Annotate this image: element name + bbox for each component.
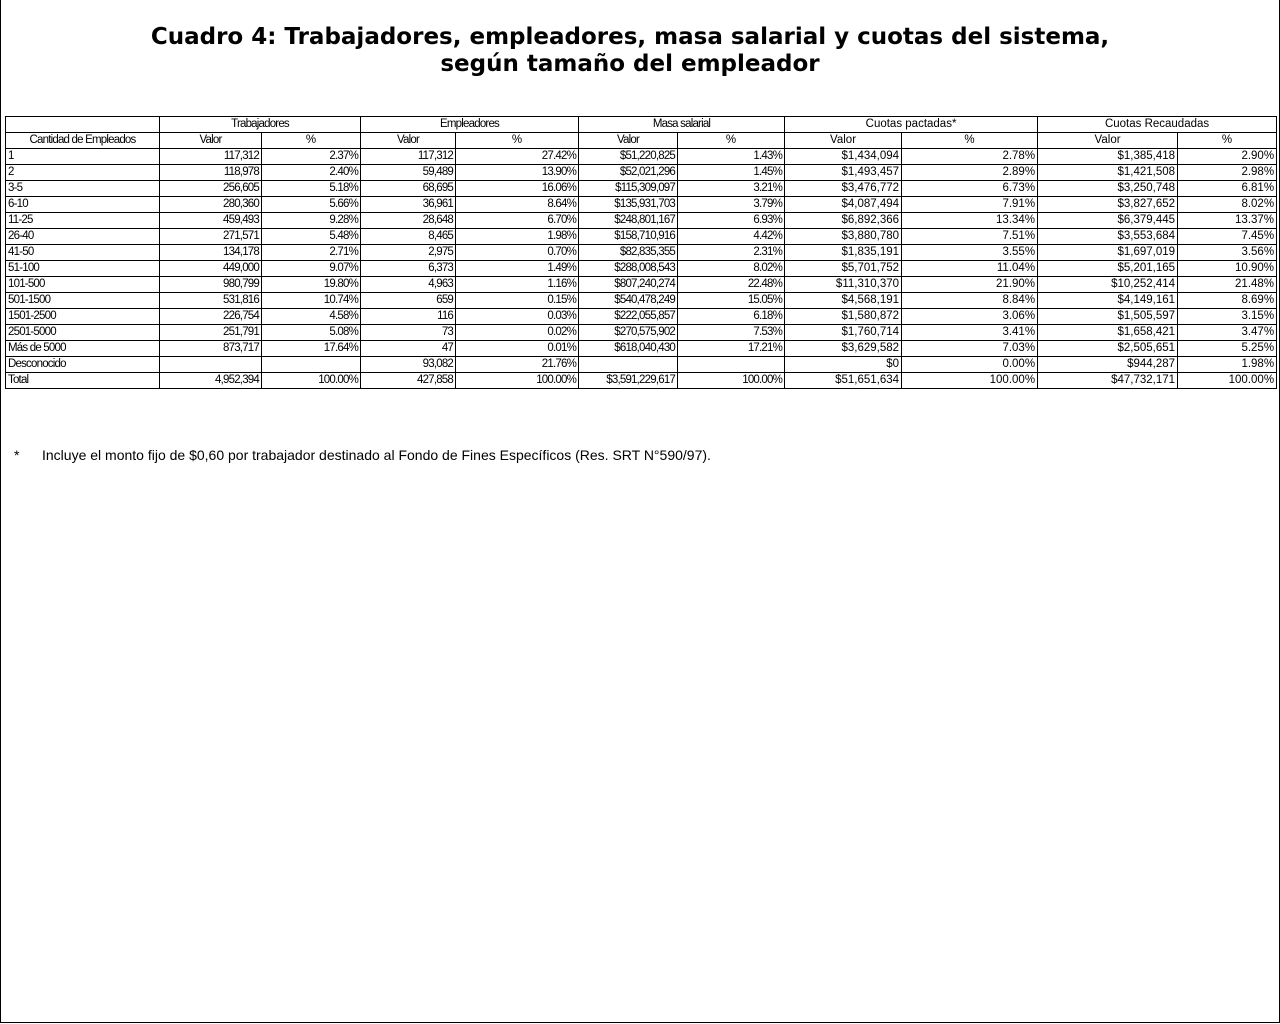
cell-pct bbox=[262, 357, 361, 373]
cell-pct: 16.06% bbox=[456, 181, 579, 197]
table-row bbox=[6, 165, 1277, 181]
cell-valor: $3,476,772 bbox=[785, 181, 902, 197]
row-label: 2501-5000 bbox=[6, 325, 160, 341]
cell-pct bbox=[678, 357, 785, 373]
cell-pct: 100.00% bbox=[1178, 373, 1277, 389]
cell-pct: 27.42% bbox=[456, 149, 579, 165]
cell-valor: $1,421,508 bbox=[1038, 165, 1178, 181]
cell-pct: 100.00% bbox=[262, 373, 361, 389]
cell-pct: 8.02% bbox=[678, 261, 785, 277]
cell-pct: 6.81% bbox=[1178, 181, 1277, 197]
table-row bbox=[6, 373, 1277, 389]
cell-pct: 21.90% bbox=[902, 277, 1038, 293]
cell-pct: 3.41% bbox=[902, 325, 1038, 341]
cell-pct: 3.47% bbox=[1178, 325, 1277, 341]
cell-valor: $1,434,094 bbox=[785, 149, 902, 165]
cell-pct: 13.90% bbox=[456, 165, 579, 181]
cell-pct: 1.98% bbox=[456, 229, 579, 245]
cell-pct: 7.45% bbox=[1178, 229, 1277, 245]
cell-valor: 73 bbox=[361, 325, 456, 341]
header-pct: % bbox=[1178, 133, 1277, 149]
cell-pct: 1.45% bbox=[678, 165, 785, 181]
cell-pct: 13.37% bbox=[1178, 213, 1277, 229]
table-row bbox=[6, 309, 1277, 325]
cell-valor: $82,835,355 bbox=[579, 245, 678, 261]
group-masa-salarial: Masa salarial bbox=[579, 117, 785, 133]
cell-pct: 2.89% bbox=[902, 165, 1038, 181]
cell-valor: $158,710,916 bbox=[579, 229, 678, 245]
cell-valor: 4,963 bbox=[361, 277, 456, 293]
cell-pct: 0.00% bbox=[902, 357, 1038, 373]
cell-pct: 3.15% bbox=[1178, 309, 1277, 325]
cell-pct: 9.07% bbox=[262, 261, 361, 277]
row-label: 1501-2500 bbox=[6, 309, 160, 325]
cell-valor: $0 bbox=[785, 357, 902, 373]
row-label: 3-5 bbox=[6, 181, 160, 197]
cell-pct: 2.90% bbox=[1178, 149, 1277, 165]
table-row bbox=[6, 341, 1277, 357]
row-label: Desconocido bbox=[6, 357, 160, 373]
cell-valor: $2,505,651 bbox=[1038, 341, 1178, 357]
cell-valor: $10,252,414 bbox=[1038, 277, 1178, 293]
cell-pct: 6.93% bbox=[678, 213, 785, 229]
cell-pct: 0.01% bbox=[456, 341, 579, 357]
header-valor: Valor bbox=[160, 133, 262, 149]
cell-pct: 0.70% bbox=[456, 245, 579, 261]
cell-pct: 100.00% bbox=[678, 373, 785, 389]
header-valor: Valor bbox=[579, 133, 678, 149]
cell-pct: 7.03% bbox=[902, 341, 1038, 357]
cell-valor bbox=[579, 357, 678, 373]
cell-pct: 11.04% bbox=[902, 261, 1038, 277]
cell-pct: 2.98% bbox=[1178, 165, 1277, 181]
cell-pct: 21.48% bbox=[1178, 277, 1277, 293]
cell-pct: 10.74% bbox=[262, 293, 361, 309]
cell-pct: 1.43% bbox=[678, 149, 785, 165]
cell-valor: $288,008,543 bbox=[579, 261, 678, 277]
cell-valor: 873,717 bbox=[160, 341, 262, 357]
cell-valor: $1,385,418 bbox=[1038, 149, 1178, 165]
row-label: 11-25 bbox=[6, 213, 160, 229]
table-row bbox=[6, 229, 1277, 245]
cell-pct: 3.79% bbox=[678, 197, 785, 213]
cell-pct: 1.16% bbox=[456, 277, 579, 293]
cell-valor: $115,309,097 bbox=[579, 181, 678, 197]
cell-valor: $618,040,430 bbox=[579, 341, 678, 357]
cell-valor: 271,571 bbox=[160, 229, 262, 245]
row-label-header: Cantidad de Empleados bbox=[6, 133, 160, 149]
row-label: Total bbox=[6, 373, 160, 389]
cell-pct: 0.15% bbox=[456, 293, 579, 309]
table-row bbox=[6, 261, 1277, 277]
cell-pct: 8.84% bbox=[902, 293, 1038, 309]
cell-valor: 980,799 bbox=[160, 277, 262, 293]
group-trabajadores: Trabajadores bbox=[160, 117, 361, 133]
table-row bbox=[6, 277, 1277, 293]
cell-pct: 8.02% bbox=[1178, 197, 1277, 213]
sub-header-row bbox=[6, 133, 1277, 149]
cell-pct: 7.53% bbox=[678, 325, 785, 341]
cell-valor: $3,629,582 bbox=[785, 341, 902, 357]
cell-valor: $11,310,370 bbox=[785, 277, 902, 293]
data-table bbox=[5, 116, 1277, 389]
footnote bbox=[14, 447, 711, 463]
row-label: Más de 5000 bbox=[6, 341, 160, 357]
cell-valor: $6,379,445 bbox=[1038, 213, 1178, 229]
page-title bbox=[0, 24, 1260, 78]
row-label: 41-50 bbox=[6, 245, 160, 261]
cell-valor: $4,149,161 bbox=[1038, 293, 1178, 309]
header-valor: Valor bbox=[361, 133, 456, 149]
cell-valor: $4,087,494 bbox=[785, 197, 902, 213]
cell-valor: $1,697,019 bbox=[1038, 245, 1178, 261]
cell-pct: 2.71% bbox=[262, 245, 361, 261]
cell-pct: 5.66% bbox=[262, 197, 361, 213]
cell-valor: 6,373 bbox=[361, 261, 456, 277]
cell-valor: $1,835,191 bbox=[785, 245, 902, 261]
cell-pct: 5.08% bbox=[262, 325, 361, 341]
cell-valor: 8,465 bbox=[361, 229, 456, 245]
cell-valor: 659 bbox=[361, 293, 456, 309]
row-label: 6-10 bbox=[6, 197, 160, 213]
cell-valor: 47 bbox=[361, 341, 456, 357]
cell-valor: 36,961 bbox=[361, 197, 456, 213]
group-cuotas-pactadas: Cuotas pactadas* bbox=[785, 117, 1038, 133]
cell-pct: 0.03% bbox=[456, 309, 579, 325]
cell-valor: $51,220,825 bbox=[579, 149, 678, 165]
cell-valor: $540,478,249 bbox=[579, 293, 678, 309]
cell-valor: $1,658,421 bbox=[1038, 325, 1178, 341]
cell-valor: $248,801,167 bbox=[579, 213, 678, 229]
cell-pct: 4.58% bbox=[262, 309, 361, 325]
cell-valor: 226,754 bbox=[160, 309, 262, 325]
cell-pct: 4.42% bbox=[678, 229, 785, 245]
cell-pct: 100.00% bbox=[902, 373, 1038, 389]
table-row bbox=[6, 245, 1277, 261]
cell-valor: 280,360 bbox=[160, 197, 262, 213]
cell-pct: 2.40% bbox=[262, 165, 361, 181]
footnote-marker: * bbox=[14, 447, 20, 463]
cell-valor: 59,489 bbox=[361, 165, 456, 181]
group-empleadores: Empleadores bbox=[361, 117, 579, 133]
cell-pct: 8.69% bbox=[1178, 293, 1277, 309]
row-label: 2 bbox=[6, 165, 160, 181]
cell-valor: $3,553,684 bbox=[1038, 229, 1178, 245]
cell-valor: $5,701,752 bbox=[785, 261, 902, 277]
cell-pct: 7.91% bbox=[902, 197, 1038, 213]
cell-valor: $135,931,703 bbox=[579, 197, 678, 213]
cell-valor: 116 bbox=[361, 309, 456, 325]
cell-pct: 1.98% bbox=[1178, 357, 1277, 373]
cell-valor: $944,287 bbox=[1038, 357, 1178, 373]
corner-cell bbox=[6, 117, 160, 133]
row-label: 501-1500 bbox=[6, 293, 160, 309]
cell-pct: 8.64% bbox=[456, 197, 579, 213]
footnote-text: Incluye el monto fijo de $0,60 por trabajador destinado al Fondo de Fines Específicos (Res. SRT N°590/97). bbox=[42, 447, 711, 463]
row-label: 51-100 bbox=[6, 261, 160, 277]
header-pct: % bbox=[456, 133, 579, 149]
header-pct: % bbox=[678, 133, 785, 149]
cell-valor: 93,082 bbox=[361, 357, 456, 373]
cell-pct: 22.48% bbox=[678, 277, 785, 293]
cell-valor: $47,732,171 bbox=[1038, 373, 1178, 389]
cell-pct: 10.90% bbox=[1178, 261, 1277, 277]
table-row bbox=[6, 197, 1277, 213]
cell-pct: 0.02% bbox=[456, 325, 579, 341]
cell-pct: 17.64% bbox=[262, 341, 361, 357]
row-label: 1 bbox=[6, 149, 160, 165]
table-row bbox=[6, 357, 1277, 373]
header-pct: % bbox=[262, 133, 361, 149]
cell-valor: 2,975 bbox=[361, 245, 456, 261]
cell-valor: 117,312 bbox=[160, 149, 262, 165]
cell-valor: $51,651,634 bbox=[785, 373, 902, 389]
cell-valor: 118,978 bbox=[160, 165, 262, 181]
table-row bbox=[6, 181, 1277, 197]
table-row bbox=[6, 149, 1277, 165]
row-label: 101-500 bbox=[6, 277, 160, 293]
cell-valor: 531,816 bbox=[160, 293, 262, 309]
cell-valor: $3,250,748 bbox=[1038, 181, 1178, 197]
cell-pct: 7.51% bbox=[902, 229, 1038, 245]
cell-pct: 6.73% bbox=[902, 181, 1038, 197]
table-row bbox=[6, 213, 1277, 229]
title-line-1: Cuadro 4: Trabajadores, empleadores, masa salarial y cuotas del sistema, bbox=[150, 24, 1110, 50]
cell-pct: 5.25% bbox=[1178, 341, 1277, 357]
cell-valor: 256,605 bbox=[160, 181, 262, 197]
cell-pct: 2.31% bbox=[678, 245, 785, 261]
cell-valor: 4,952,394 bbox=[160, 373, 262, 389]
cell-valor: 134,178 bbox=[160, 245, 262, 261]
cell-pct: 3.56% bbox=[1178, 245, 1277, 261]
cell-valor: $3,880,780 bbox=[785, 229, 902, 245]
cell-pct: 3.21% bbox=[678, 181, 785, 197]
cell-pct: 3.55% bbox=[902, 245, 1038, 261]
cell-pct: 5.48% bbox=[262, 229, 361, 245]
cell-valor: $3,591,229,617 bbox=[579, 373, 678, 389]
cell-valor: 251,791 bbox=[160, 325, 262, 341]
header-pct: % bbox=[902, 133, 1038, 149]
cell-valor: 449,000 bbox=[160, 261, 262, 277]
cell-valor: 28,648 bbox=[361, 213, 456, 229]
cell-valor: $4,568,191 bbox=[785, 293, 902, 309]
cell-pct: 100.00% bbox=[456, 373, 579, 389]
cell-valor: $1,580,872 bbox=[785, 309, 902, 325]
cell-pct: 19.80% bbox=[262, 277, 361, 293]
cell-pct: 3.06% bbox=[902, 309, 1038, 325]
cell-pct: 1.49% bbox=[456, 261, 579, 277]
cell-valor: $1,760,714 bbox=[785, 325, 902, 341]
cell-valor: $6,892,366 bbox=[785, 213, 902, 229]
cell-pct: 21.76% bbox=[456, 357, 579, 373]
title-line-2: según tamaño del empleador bbox=[440, 51, 820, 77]
group-header-row bbox=[6, 117, 1277, 133]
header-valor: Valor bbox=[1038, 133, 1178, 149]
cell-pct: 15.05% bbox=[678, 293, 785, 309]
cell-valor: 68,695 bbox=[361, 181, 456, 197]
cell-valor: 117,312 bbox=[361, 149, 456, 165]
table-row bbox=[6, 293, 1277, 309]
cell-valor: $222,055,857 bbox=[579, 309, 678, 325]
cell-pct: 5.18% bbox=[262, 181, 361, 197]
cell-valor: $807,240,274 bbox=[579, 277, 678, 293]
cell-valor: $270,575,902 bbox=[579, 325, 678, 341]
cell-valor: 459,493 bbox=[160, 213, 262, 229]
cell-pct: 2.37% bbox=[262, 149, 361, 165]
cell-valor: $1,505,597 bbox=[1038, 309, 1178, 325]
cell-valor: $5,201,165 bbox=[1038, 261, 1178, 277]
header-valor: Valor bbox=[785, 133, 902, 149]
cell-pct: 6.18% bbox=[678, 309, 785, 325]
cell-valor: $52,021,296 bbox=[579, 165, 678, 181]
cell-valor: 427,858 bbox=[361, 373, 456, 389]
cell-valor bbox=[160, 357, 262, 373]
cell-pct: 9.28% bbox=[262, 213, 361, 229]
cell-pct: 13.34% bbox=[902, 213, 1038, 229]
cell-valor: $1,493,457 bbox=[785, 165, 902, 181]
table-row bbox=[6, 325, 1277, 341]
cell-pct: 17.21% bbox=[678, 341, 785, 357]
cell-pct: 2.78% bbox=[902, 149, 1038, 165]
row-label: 26-40 bbox=[6, 229, 160, 245]
cell-valor: $3,827,652 bbox=[1038, 197, 1178, 213]
cell-pct: 6.70% bbox=[456, 213, 579, 229]
group-cuotas-recaudadas: Cuotas Recaudadas bbox=[1038, 117, 1277, 133]
